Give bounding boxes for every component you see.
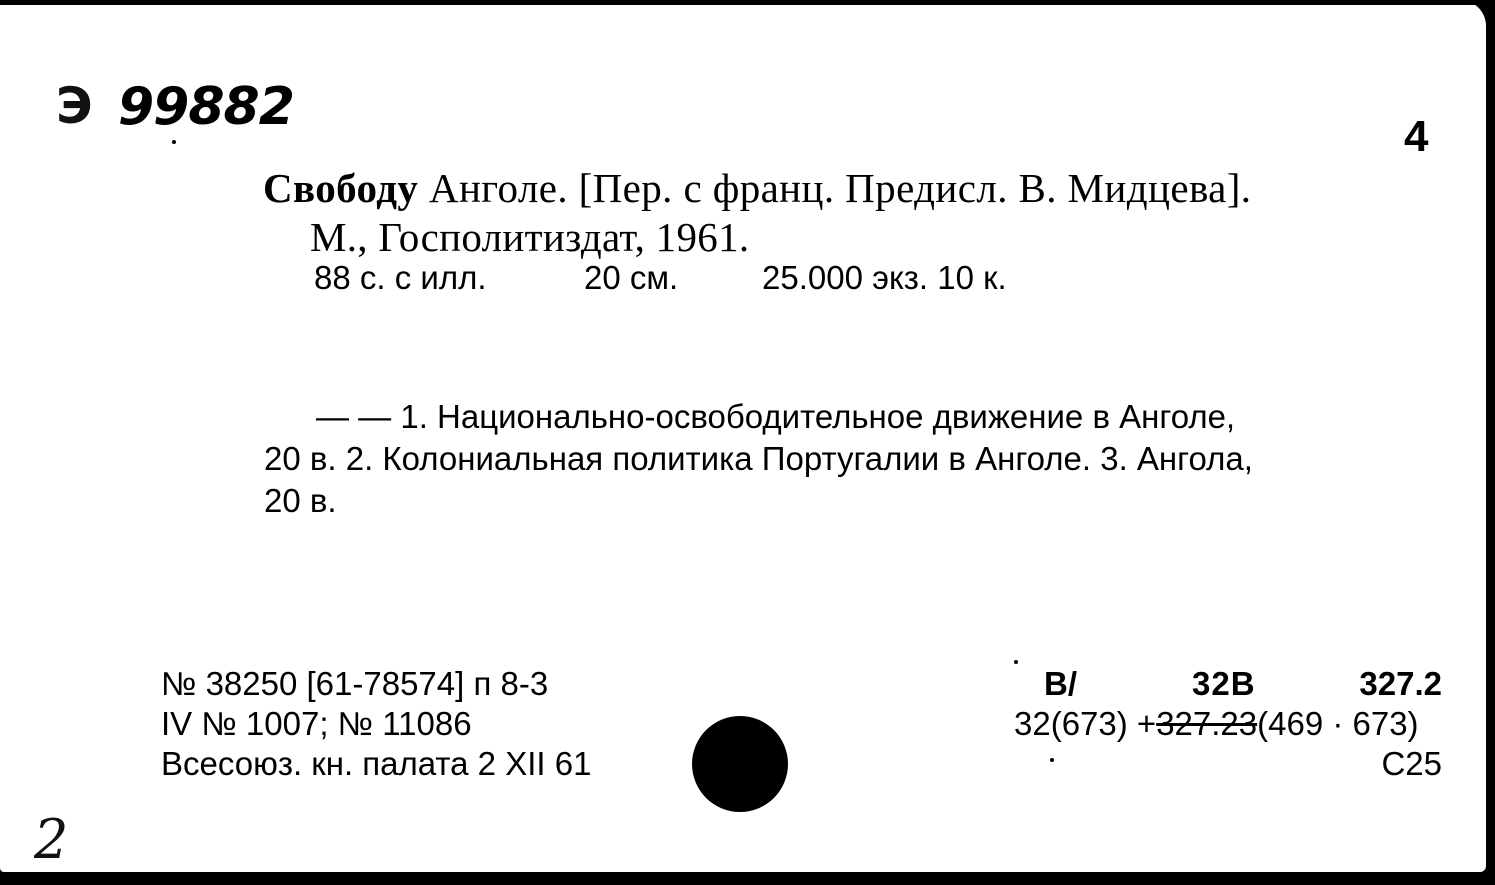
imprint-line: М., Госполитиздат, 1961. bbox=[310, 214, 750, 260]
subject-line-1: — — 1. Национально-освободительное движение в Анголе, bbox=[316, 398, 1236, 435]
registration-info bbox=[161, 664, 591, 784]
scan-border-top bbox=[0, 0, 1495, 5]
classification-row-2 bbox=[1014, 704, 1442, 744]
subject-headings bbox=[264, 396, 1438, 522]
physical-description bbox=[314, 257, 1007, 299]
pages-info: 88 с. с илл. bbox=[314, 259, 487, 296]
handwritten-scribble: 2 bbox=[34, 808, 69, 871]
cutter-code: С25 bbox=[1381, 745, 1442, 782]
speck-mark bbox=[1050, 758, 1054, 762]
title-rest: Анголе. [Пер. с франц. Предисл. В. Мидцева]. bbox=[428, 165, 1252, 211]
size-info: 20 см. bbox=[584, 259, 679, 296]
speck-mark bbox=[172, 140, 176, 144]
title-line bbox=[263, 163, 1251, 213]
inventory-number: 99882 bbox=[118, 77, 294, 137]
handwritten-mark-b: 32В bbox=[1192, 665, 1256, 702]
speck-mark bbox=[1014, 660, 1018, 664]
inventory-mark: Э bbox=[56, 77, 92, 135]
handwritten-mark-a: В/ bbox=[1044, 665, 1077, 702]
scan-border-bottom bbox=[0, 872, 1495, 885]
card-number: 4 bbox=[1404, 112, 1429, 161]
classification-row-1 bbox=[1014, 664, 1442, 704]
classification-info bbox=[1014, 664, 1442, 784]
udc-code: 32(673) +327.23(469 · 673) bbox=[1014, 705, 1419, 742]
registration-line-1: № 38250 [61-78574] п 8-3 bbox=[161, 665, 549, 702]
punch-hole bbox=[692, 716, 788, 812]
title-bold: Свободу bbox=[263, 165, 419, 211]
copies-info: 25.000 экз. 10 к. bbox=[762, 259, 1007, 296]
scan-border-right bbox=[1486, 0, 1495, 885]
subject-line-2: 20 в. 2. Колониальная политика Португалии в Анголе. 3. Ангола, bbox=[264, 440, 1253, 477]
classification-row-3 bbox=[1014, 744, 1442, 784]
registration-line-2: IV № 1007; № 11086 bbox=[161, 705, 472, 742]
registration-line-3: Всесоюз. кн. палата 2 XII 61 bbox=[161, 745, 592, 782]
subject-line-3: 20 в. bbox=[264, 482, 337, 519]
udc-struck: 327.23 bbox=[1156, 705, 1258, 742]
classification-code: 327.2 bbox=[1359, 665, 1442, 702]
